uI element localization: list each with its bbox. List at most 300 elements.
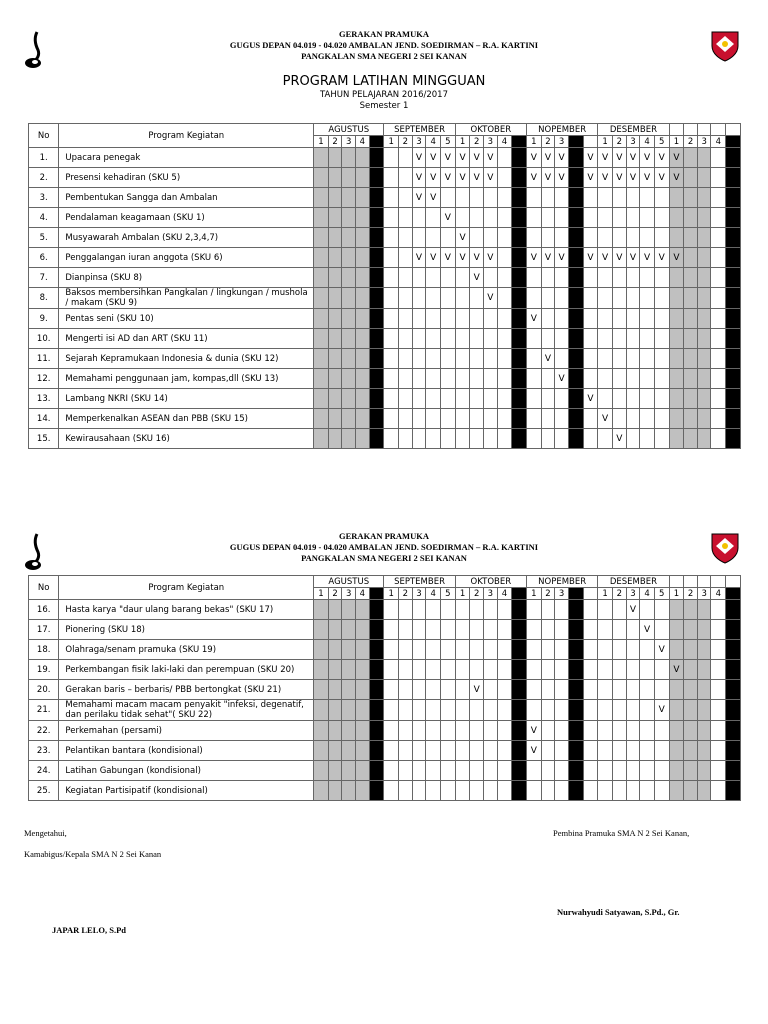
org-name: GERAKAN PRAMUKA bbox=[339, 531, 429, 541]
week-cell bbox=[412, 429, 426, 449]
week-cell bbox=[484, 680, 498, 700]
week-cell bbox=[369, 721, 384, 741]
week-cell bbox=[598, 228, 613, 248]
week-cell bbox=[726, 700, 741, 721]
week-cell bbox=[314, 329, 329, 349]
week-cell bbox=[640, 349, 655, 369]
week-cell bbox=[497, 600, 512, 620]
week-cell bbox=[369, 600, 384, 620]
org-name: GERAKAN PRAMUKA bbox=[339, 29, 429, 39]
check-mark: V bbox=[426, 248, 441, 268]
week-header: 1 bbox=[314, 136, 329, 148]
week-cell bbox=[384, 429, 399, 449]
week-cell bbox=[568, 781, 583, 801]
week-cell bbox=[484, 389, 498, 409]
week-cell bbox=[626, 329, 640, 349]
week-cell bbox=[484, 349, 498, 369]
check-mark: V bbox=[583, 148, 598, 168]
week-cell bbox=[356, 349, 370, 369]
week-cell bbox=[384, 389, 399, 409]
table-row bbox=[29, 288, 741, 309]
week-cell bbox=[384, 620, 399, 640]
row-number: 21. bbox=[29, 700, 59, 721]
week-cell bbox=[626, 429, 640, 449]
week-cell bbox=[626, 288, 640, 309]
activity-name: Memperkenalkan ASEAN dan PBB (SKU 15) bbox=[59, 409, 314, 429]
week-cell bbox=[328, 781, 342, 801]
check-mark: V bbox=[640, 620, 655, 640]
week-cell bbox=[711, 409, 726, 429]
week-cell bbox=[426, 369, 441, 389]
week-cell bbox=[342, 228, 356, 248]
week-cell bbox=[314, 700, 329, 721]
week-cell bbox=[356, 721, 370, 741]
check-mark: V bbox=[470, 680, 484, 700]
week-cell bbox=[512, 389, 527, 409]
week-cell bbox=[399, 168, 413, 188]
week-cell bbox=[356, 429, 370, 449]
week-cell bbox=[541, 680, 555, 700]
activity-name: Sejarah Kepramukaan Indonesia & dunia (SKU 12) bbox=[59, 349, 314, 369]
row-number: 9. bbox=[29, 309, 59, 329]
week-header: 1 bbox=[598, 136, 613, 148]
week-cell bbox=[541, 329, 555, 349]
week-cell bbox=[497, 369, 512, 389]
week-cell bbox=[426, 208, 441, 228]
week-cell bbox=[669, 268, 684, 288]
week-cell bbox=[412, 329, 426, 349]
letterhead-top bbox=[0, 28, 768, 78]
week-cell bbox=[669, 409, 684, 429]
week-cell bbox=[412, 700, 426, 721]
week-cell bbox=[669, 228, 684, 248]
week-cell bbox=[412, 208, 426, 228]
week-cell bbox=[399, 188, 413, 208]
week-cell bbox=[697, 700, 711, 721]
week-cell bbox=[711, 781, 726, 801]
week-cell bbox=[399, 429, 413, 449]
week-cell bbox=[684, 741, 698, 761]
week-cell bbox=[626, 208, 640, 228]
week-cell bbox=[640, 640, 655, 660]
week-cell bbox=[640, 188, 655, 208]
week-header bbox=[369, 588, 384, 600]
week-cell bbox=[626, 700, 640, 721]
week-cell bbox=[583, 429, 598, 449]
week-cell bbox=[654, 409, 669, 429]
week-cell bbox=[697, 369, 711, 389]
week-cell bbox=[612, 600, 626, 620]
week-cell bbox=[412, 640, 426, 660]
week-cell bbox=[455, 188, 470, 208]
week-cell bbox=[384, 168, 399, 188]
week-cell bbox=[555, 680, 569, 700]
week-cell bbox=[626, 228, 640, 248]
week-cell bbox=[640, 660, 655, 680]
check-mark: V bbox=[455, 168, 470, 188]
week-cell bbox=[669, 329, 684, 349]
week-cell bbox=[654, 188, 669, 208]
check-mark: V bbox=[598, 168, 613, 188]
week-cell bbox=[384, 761, 399, 781]
week-cell bbox=[470, 349, 484, 369]
week-cell bbox=[598, 600, 613, 620]
week-cell bbox=[470, 309, 484, 329]
week-cell bbox=[314, 660, 329, 680]
week-header: 4 bbox=[640, 136, 655, 148]
week-cell bbox=[328, 329, 342, 349]
week-cell bbox=[726, 721, 741, 741]
week-cell bbox=[726, 640, 741, 660]
week-cell bbox=[654, 369, 669, 389]
week-cell bbox=[455, 680, 470, 700]
week-cell bbox=[369, 208, 384, 228]
week-cell bbox=[669, 188, 684, 208]
table-row bbox=[29, 620, 741, 640]
week-cell bbox=[441, 640, 456, 660]
month-header-blank bbox=[697, 576, 711, 588]
week-cell bbox=[527, 369, 542, 389]
week-cell bbox=[598, 288, 613, 309]
week-cell bbox=[384, 188, 399, 208]
semester: Semester 1 bbox=[359, 101, 409, 111]
check-mark: V bbox=[470, 248, 484, 268]
week-cell bbox=[441, 721, 456, 741]
week-cell bbox=[555, 228, 569, 248]
week-cell bbox=[369, 228, 384, 248]
week-cell bbox=[669, 680, 684, 700]
week-cell bbox=[555, 268, 569, 288]
week-cell bbox=[684, 389, 698, 409]
week-cell bbox=[399, 349, 413, 369]
check-mark: V bbox=[412, 188, 426, 208]
week-cell bbox=[541, 208, 555, 228]
week-cell bbox=[598, 268, 613, 288]
week-cell bbox=[328, 620, 342, 640]
week-cell bbox=[583, 309, 598, 329]
week-cell bbox=[497, 640, 512, 660]
week-cell bbox=[426, 429, 441, 449]
week-cell bbox=[612, 228, 626, 248]
week-cell bbox=[470, 389, 484, 409]
week-cell bbox=[568, 188, 583, 208]
month-header-blank bbox=[697, 124, 711, 136]
week-cell bbox=[399, 700, 413, 721]
week-cell bbox=[527, 700, 542, 721]
week-cell bbox=[369, 409, 384, 429]
table-row bbox=[29, 680, 741, 700]
week-cell bbox=[726, 600, 741, 620]
week-cell bbox=[484, 369, 498, 389]
week-cell bbox=[684, 761, 698, 781]
no-column-header: No bbox=[29, 124, 59, 148]
week-cell bbox=[384, 148, 399, 168]
week-header: 3 bbox=[555, 136, 569, 148]
check-mark: V bbox=[612, 248, 626, 268]
week-cell bbox=[426, 389, 441, 409]
week-cell bbox=[497, 228, 512, 248]
activity-name: Upacara penegak bbox=[59, 148, 314, 168]
week-cell bbox=[541, 188, 555, 208]
week-cell bbox=[470, 228, 484, 248]
week-cell bbox=[697, 228, 711, 248]
table-row bbox=[29, 309, 741, 329]
week-cell bbox=[328, 188, 342, 208]
week-cell bbox=[470, 741, 484, 761]
week-cell bbox=[455, 268, 470, 288]
week-cell bbox=[484, 228, 498, 248]
week-cell bbox=[441, 741, 456, 761]
week-cell bbox=[328, 640, 342, 660]
week-cell bbox=[356, 741, 370, 761]
table-row bbox=[29, 349, 741, 369]
week-cell bbox=[684, 288, 698, 309]
week-cell bbox=[568, 600, 583, 620]
week-cell bbox=[568, 700, 583, 721]
week-cell bbox=[684, 429, 698, 449]
check-mark: V bbox=[484, 148, 498, 168]
week-cell bbox=[568, 640, 583, 660]
week-cell bbox=[726, 148, 741, 168]
week-cell bbox=[684, 369, 698, 389]
week-cell bbox=[612, 761, 626, 781]
week-cell bbox=[626, 409, 640, 429]
week-header: 3 bbox=[697, 588, 711, 600]
table-row bbox=[29, 429, 741, 449]
week-cell bbox=[568, 620, 583, 640]
week-cell bbox=[328, 268, 342, 288]
check-mark: V bbox=[583, 248, 598, 268]
schedule-table-1 bbox=[28, 123, 741, 449]
week-cell bbox=[711, 329, 726, 349]
activity-name: Kewirausahaan (SKU 16) bbox=[59, 429, 314, 449]
week-cell bbox=[497, 288, 512, 309]
week-header: 4 bbox=[711, 588, 726, 600]
activity-name: Hasta karya "daur ulang barang bekas" (SKU 17) bbox=[59, 600, 314, 620]
week-cell bbox=[711, 309, 726, 329]
week-cell bbox=[711, 188, 726, 208]
month-header-blank bbox=[726, 124, 741, 136]
week-cell bbox=[512, 309, 527, 329]
week-cell bbox=[328, 349, 342, 369]
week-cell bbox=[598, 309, 613, 329]
week-cell bbox=[399, 620, 413, 640]
week-cell bbox=[654, 761, 669, 781]
week-cell bbox=[684, 600, 698, 620]
table-row bbox=[29, 781, 741, 801]
acknowledged-label: Mengetahui, bbox=[24, 828, 67, 838]
week-cell bbox=[342, 148, 356, 168]
week-cell bbox=[612, 660, 626, 680]
week-cell bbox=[527, 429, 542, 449]
week-cell bbox=[342, 700, 356, 721]
week-cell bbox=[669, 761, 684, 781]
week-cell bbox=[497, 429, 512, 449]
week-cell bbox=[497, 761, 512, 781]
week-cell bbox=[583, 721, 598, 741]
week-cell bbox=[527, 288, 542, 309]
week-cell bbox=[640, 409, 655, 429]
check-mark: V bbox=[412, 148, 426, 168]
week-cell bbox=[669, 208, 684, 228]
week-cell bbox=[369, 288, 384, 309]
week-cell bbox=[555, 389, 569, 409]
week-cell bbox=[384, 288, 399, 309]
week-cell bbox=[484, 660, 498, 680]
week-cell bbox=[455, 349, 470, 369]
week-cell bbox=[470, 208, 484, 228]
week-cell bbox=[726, 369, 741, 389]
week-cell bbox=[356, 700, 370, 721]
week-header: 3 bbox=[412, 588, 426, 600]
week-cell bbox=[541, 309, 555, 329]
week-cell bbox=[583, 741, 598, 761]
week-cell bbox=[669, 349, 684, 369]
week-cell bbox=[626, 309, 640, 329]
week-cell bbox=[598, 721, 613, 741]
week-cell bbox=[470, 369, 484, 389]
week-cell bbox=[697, 288, 711, 309]
week-header bbox=[369, 136, 384, 148]
week-cell bbox=[640, 429, 655, 449]
week-cell bbox=[412, 349, 426, 369]
row-number: 13. bbox=[29, 389, 59, 409]
week-cell bbox=[669, 640, 684, 660]
week-cell bbox=[484, 409, 498, 429]
week-cell bbox=[412, 600, 426, 620]
week-header: 1 bbox=[384, 588, 399, 600]
week-cell bbox=[328, 168, 342, 188]
week-cell bbox=[426, 329, 441, 349]
activity-name: Perkemahan (persami) bbox=[59, 721, 314, 741]
week-cell bbox=[455, 620, 470, 640]
week-cell bbox=[356, 620, 370, 640]
week-cell bbox=[598, 188, 613, 208]
week-cell bbox=[512, 369, 527, 389]
week-cell bbox=[612, 268, 626, 288]
week-cell bbox=[455, 389, 470, 409]
week-cell bbox=[328, 660, 342, 680]
week-cell bbox=[342, 248, 356, 268]
check-mark: V bbox=[654, 148, 669, 168]
week-cell bbox=[568, 349, 583, 369]
week-cell bbox=[568, 761, 583, 781]
week-cell bbox=[399, 248, 413, 268]
week-cell bbox=[441, 600, 456, 620]
week-cell bbox=[412, 680, 426, 700]
month-header: OKTOBER bbox=[455, 576, 526, 588]
week-cell bbox=[484, 620, 498, 640]
week-cell bbox=[369, 660, 384, 680]
week-cell bbox=[384, 741, 399, 761]
week-cell bbox=[356, 268, 370, 288]
activity-name: Musyawarah Ambalan (SKU 2,3,4,7) bbox=[59, 228, 314, 248]
week-cell bbox=[328, 389, 342, 409]
check-mark: V bbox=[654, 248, 669, 268]
week-cell bbox=[342, 168, 356, 188]
week-cell bbox=[669, 389, 684, 409]
week-cell bbox=[426, 349, 441, 369]
week-cell bbox=[711, 268, 726, 288]
activity-name: Presensi kehadiran (SKU 5) bbox=[59, 168, 314, 188]
month-header-blank bbox=[684, 576, 698, 588]
week-cell bbox=[369, 640, 384, 660]
week-cell bbox=[328, 409, 342, 429]
week-cell bbox=[412, 268, 426, 288]
week-cell bbox=[583, 600, 598, 620]
week-cell bbox=[512, 349, 527, 369]
week-cell bbox=[384, 680, 399, 700]
week-cell bbox=[497, 309, 512, 329]
week-header: 1 bbox=[669, 588, 684, 600]
week-cell bbox=[512, 660, 527, 680]
week-cell bbox=[484, 761, 498, 781]
week-cell bbox=[384, 600, 399, 620]
check-mark: V bbox=[484, 168, 498, 188]
month-header: DESEMBER bbox=[598, 576, 669, 588]
week-cell bbox=[568, 168, 583, 188]
week-cell bbox=[711, 660, 726, 680]
row-number: 3. bbox=[29, 188, 59, 208]
week-cell bbox=[612, 349, 626, 369]
week-cell bbox=[314, 288, 329, 309]
row-number: 6. bbox=[29, 248, 59, 268]
week-cell bbox=[726, 329, 741, 349]
week-cell bbox=[726, 228, 741, 248]
no-column-header: No bbox=[29, 576, 59, 600]
week-header: 1 bbox=[455, 588, 470, 600]
week-cell bbox=[512, 288, 527, 309]
week-cell bbox=[512, 600, 527, 620]
week-header bbox=[726, 136, 741, 148]
week-cell bbox=[399, 761, 413, 781]
week-cell bbox=[342, 369, 356, 389]
week-header: 2 bbox=[470, 588, 484, 600]
week-cell bbox=[426, 700, 441, 721]
month-header: SEPTEMBER bbox=[384, 576, 455, 588]
week-cell bbox=[726, 761, 741, 781]
week-cell bbox=[314, 781, 329, 801]
week-cell bbox=[484, 309, 498, 329]
week-header: 2 bbox=[399, 588, 413, 600]
week-header: 4 bbox=[356, 136, 370, 148]
week-cell bbox=[512, 268, 527, 288]
week-cell bbox=[697, 188, 711, 208]
week-cell bbox=[441, 700, 456, 721]
row-number: 23. bbox=[29, 741, 59, 761]
week-cell bbox=[612, 781, 626, 801]
week-cell bbox=[470, 409, 484, 429]
week-cell bbox=[384, 700, 399, 721]
week-cell bbox=[583, 188, 598, 208]
week-cell bbox=[328, 369, 342, 389]
week-cell bbox=[669, 369, 684, 389]
table-row bbox=[29, 369, 741, 389]
week-cell bbox=[412, 228, 426, 248]
check-mark: V bbox=[640, 148, 655, 168]
week-cell bbox=[497, 389, 512, 409]
week-cell bbox=[512, 721, 527, 741]
week-cell bbox=[441, 288, 456, 309]
week-cell bbox=[314, 148, 329, 168]
program-title: PROGRAM LATIHAN MINGGUAN bbox=[282, 74, 486, 89]
week-cell bbox=[356, 369, 370, 389]
week-cell bbox=[314, 168, 329, 188]
check-mark: V bbox=[441, 208, 456, 228]
week-cell bbox=[342, 389, 356, 409]
week-cell bbox=[726, 660, 741, 680]
week-cell bbox=[684, 700, 698, 721]
